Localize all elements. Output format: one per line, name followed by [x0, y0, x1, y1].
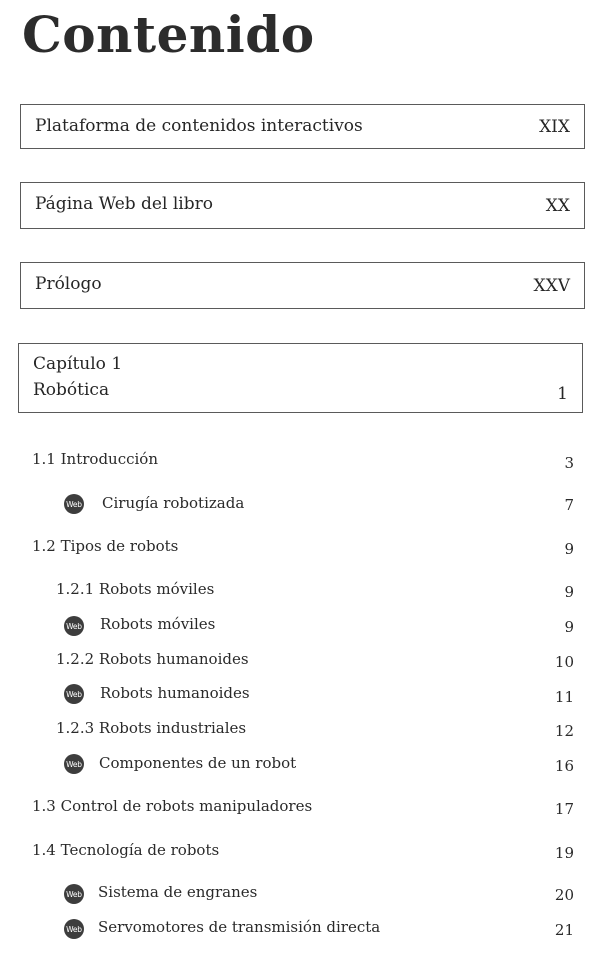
toc-entry[interactable]: [32, 450, 158, 468]
toc-entry-label: Componentes de un robot: [99, 754, 297, 772]
page-title: Contenido: [22, 5, 315, 64]
toc-web-entry[interactable]: [99, 754, 296, 772]
toc-entry-page: 12: [554, 722, 574, 740]
toc-box-prologue[interactable]: [20, 262, 585, 309]
toc-entry-page: 20: [554, 886, 574, 904]
toc-entry[interactable]: [32, 841, 219, 859]
toc-box-platform[interactable]: [20, 104, 585, 149]
toc-entry-label: 1.2.3 Robots industriales: [56, 719, 247, 737]
web-icon[interactable]: Web: [64, 919, 84, 939]
chapter-title: Robótica: [33, 380, 110, 400]
web-icon[interactable]: Web: [64, 494, 84, 514]
toc-web-entry[interactable]: [98, 918, 380, 936]
toc-entry-page: 10: [554, 653, 574, 671]
toc-box-page: XX: [545, 196, 570, 216]
toc-chapter-box[interactable]: [18, 343, 583, 413]
toc-box-label: Página Web del libro: [35, 194, 213, 214]
toc-web-entry[interactable]: [98, 883, 257, 901]
web-icon[interactable]: Web: [64, 884, 84, 904]
toc-entry-label: 1.2.1 Robots móviles: [56, 580, 215, 598]
toc-web-entry[interactable]: [102, 494, 244, 512]
toc-box-page: XXV: [533, 276, 570, 296]
toc-entry-page: 9: [564, 540, 574, 558]
web-icon[interactable]: Web: [64, 684, 84, 704]
toc-entry-label: Servomotores de transmisión directa: [98, 918, 381, 936]
toc-box-label: Prólogo: [35, 274, 102, 294]
toc-entry-page: 16: [554, 757, 574, 775]
toc-box-web-page[interactable]: [20, 182, 585, 229]
toc-web-entry[interactable]: [100, 615, 215, 633]
toc-box-label: Plataforma de contenidos interactivos: [35, 116, 363, 136]
toc-entry-page: 11: [554, 688, 574, 706]
toc-entry-label: 1.4 Tecnología de robots: [32, 841, 220, 859]
toc-entry-label: Cirugía robotizada: [102, 494, 245, 512]
toc-entry-page: 9: [564, 618, 574, 636]
toc-entry[interactable]: [56, 650, 249, 668]
toc-entry-page: 3: [564, 454, 574, 472]
toc-entry-page: 19: [554, 844, 574, 862]
toc-web-entry[interactable]: [100, 684, 250, 702]
toc-entry-label: Sistema de engranes: [98, 883, 258, 901]
toc-entry-page: 7: [564, 496, 574, 514]
toc-entry[interactable]: [56, 719, 246, 737]
toc-entry-label: 1.3 Control de robots manipuladores: [32, 797, 313, 815]
toc-entry[interactable]: [32, 537, 178, 555]
toc-entry-label: 1.1 Introducción: [32, 450, 158, 468]
chapter-page: 1: [557, 384, 568, 404]
toc-box-page: XIX: [539, 117, 570, 137]
web-icon[interactable]: Web: [64, 616, 84, 636]
web-icon[interactable]: Web: [64, 754, 84, 774]
toc-entry-page: 9: [564, 583, 574, 601]
toc-entry-label: Robots móviles: [100, 615, 216, 633]
toc-entry-page: 21: [554, 921, 574, 939]
toc-entry-label: Robots humanoides: [100, 684, 250, 702]
toc-entry[interactable]: [56, 580, 214, 598]
toc-entry-label: 1.2 Tipos de robots: [32, 537, 179, 555]
toc-entry-label: 1.2.2 Robots humanoides: [56, 650, 249, 668]
chapter-number: Capítulo 1: [33, 354, 123, 374]
toc-entry-page: 17: [554, 800, 574, 818]
toc-entry[interactable]: [32, 797, 312, 815]
